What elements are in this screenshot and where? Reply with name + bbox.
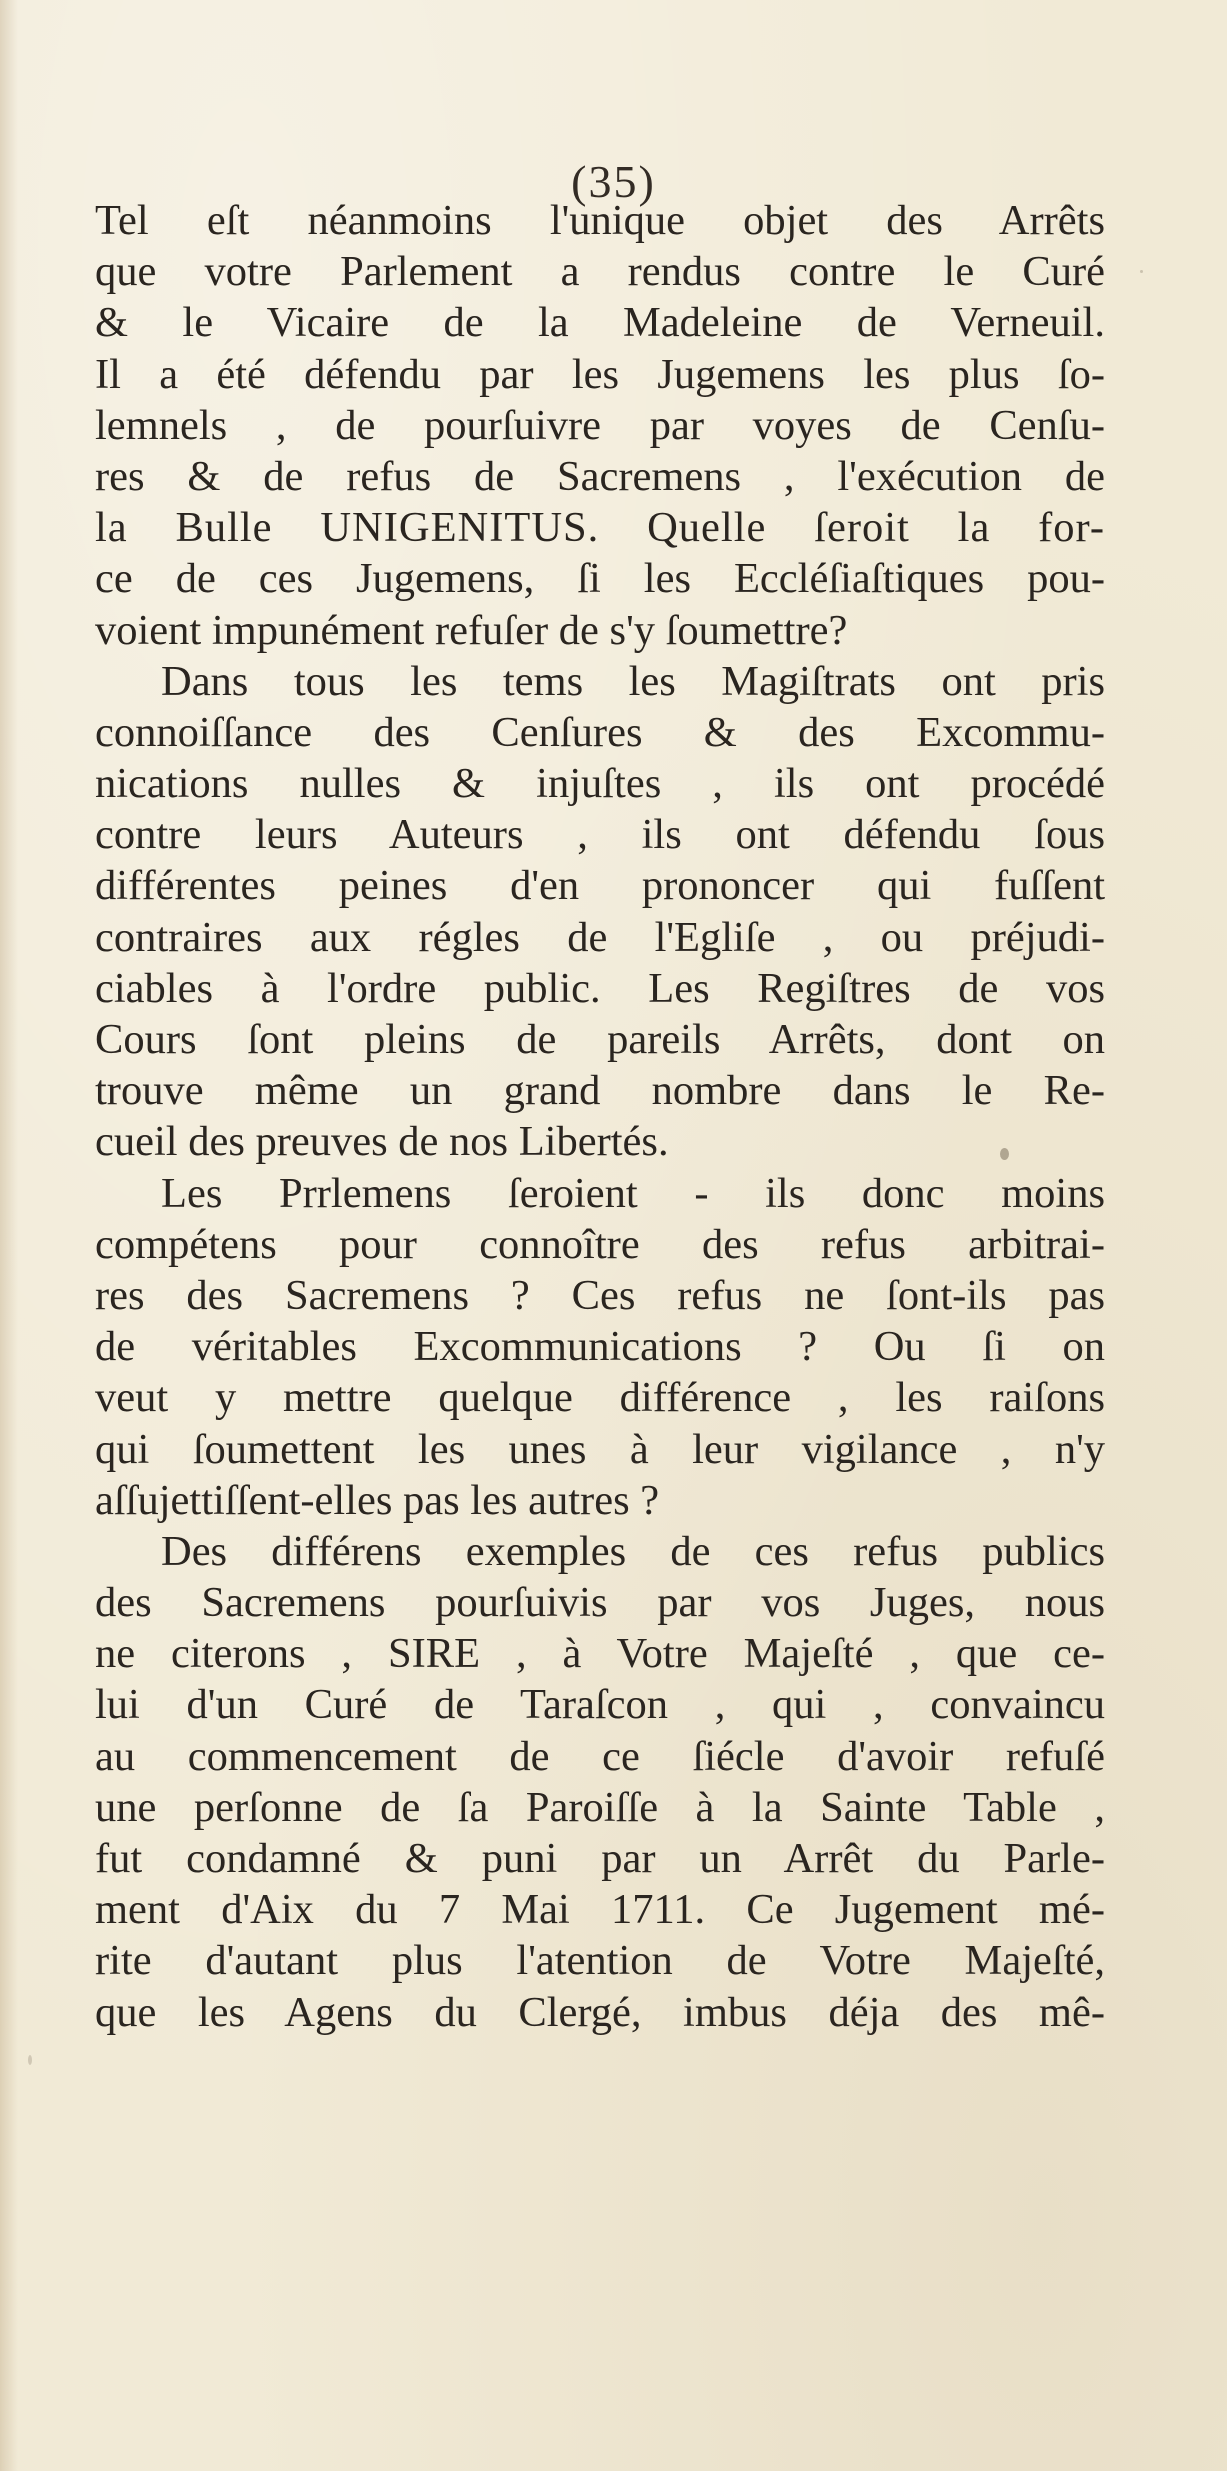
- page-number: (35): [571, 156, 656, 207]
- text-line: lemnels , de pourſuivre par voyes de Cenſu-: [95, 401, 1105, 449]
- text-line: au commencement de ce ſiécle d'avoir refuſé: [95, 1732, 1105, 1780]
- text-line: aſſujettiſſent-elles pas les autres ?: [95, 1476, 660, 1524]
- text-line: des Sacremens pourſuivis par vos Juges, nous: [95, 1579, 1105, 1627]
- text-line: contraires aux régles de l'Egliſe , ou préjudi-: [95, 913, 1105, 961]
- paragraph-3: [95, 1168, 1105, 1526]
- ink-speck: [28, 2055, 32, 2065]
- text-line: de véritables Excommunications ? Ou ſi on: [95, 1323, 1105, 1371]
- text-line: ment d'Aix du 7 Mai 1711. Ce Jugement mé-: [95, 1886, 1105, 1934]
- page-gutter-shadow: [0, 0, 18, 2471]
- text-line: voient impunément refuſer de s'y ſoumettre?: [95, 606, 848, 654]
- text-line: contre leurs Auteurs , ils ont défendu ſous: [95, 811, 1105, 859]
- text-line: cueil des preuves de nos Libertés.: [95, 1118, 669, 1166]
- paragraph-1: [95, 195, 1105, 656]
- text-line: Dans tous les tems les Magiſtrats ont pris: [161, 657, 1105, 705]
- text-line: res & de refus de Sacremens , l'exécution de: [95, 452, 1105, 500]
- text-line: compétens pour connoître des refus arbitrai-: [95, 1220, 1105, 1268]
- text-line: différentes peines d'en prononcer qui fuſſent: [95, 862, 1105, 910]
- text-line: veut y mettre quelque différence , les raiſons: [95, 1374, 1105, 1422]
- text-line: qui ſoumettent les unes à leur vigilance , n'y: [95, 1425, 1105, 1473]
- paragraph-2: [95, 656, 1105, 1168]
- text-line: une perſonne de ſa Paroiſſe à la Sainte Table ,: [95, 1783, 1105, 1831]
- text-line: connoiſſance des Cenſures & des Excommu-: [95, 708, 1105, 756]
- text-line: Des différens exemples de ces refus publics: [161, 1527, 1105, 1575]
- text-line: Il a été défendu par les Jugemens les plus ſo-: [95, 350, 1105, 398]
- ink-speck: [1000, 1148, 1009, 1160]
- text-line: que votre Parlement a rendus contre le Curé: [95, 248, 1105, 296]
- text-line: res des Sacremens ? Ces refus ne ſont-ils pas: [95, 1271, 1105, 1319]
- text-line: Tel eſt néanmoins l'unique objet des Arrêts: [95, 197, 1105, 244]
- text-line: ciables à l'ordre public. Les Regiſtres de vos: [95, 964, 1105, 1012]
- text-line: rite d'autant plus l'atention de Votre Majeſté,: [95, 1937, 1105, 1985]
- text-line: Cours ſont pleins de pareils Arrêts, dont on: [95, 1016, 1105, 1063]
- text-line: ce de ces Jugemens, ſi les Eccléſiaſtiques pou-: [95, 555, 1105, 603]
- text-line: que les Agens du Clergé, imbus déja des mê-: [95, 1988, 1105, 2036]
- paragraph-4: [95, 1526, 1105, 2038]
- text-line: trouve même un grand nombre dans le Re-: [95, 1067, 1105, 1115]
- text-line: nications nulles & injuſtes , ils ont procédé: [95, 760, 1105, 808]
- body-text: [95, 195, 1105, 2038]
- text-line: la Bulle UNIGENITUS. Quelle ſeroit la for-: [95, 504, 1105, 552]
- text-line: & le Vicaire de la Madeleine de Verneuil.: [95, 299, 1105, 347]
- text-line: fut condamné & puni par un Arrêt du Parle-: [95, 1835, 1105, 1882]
- text-line: ne citerons , SIRE , à Votre Majeſté , que ce-: [95, 1630, 1105, 1678]
- ink-speck: [1140, 270, 1143, 273]
- text-line: Les Prrlemens ſeroient - ils donc moins: [161, 1169, 1105, 1217]
- text-line: lui d'un Curé de Taraſcon , qui , convaincu: [95, 1681, 1105, 1729]
